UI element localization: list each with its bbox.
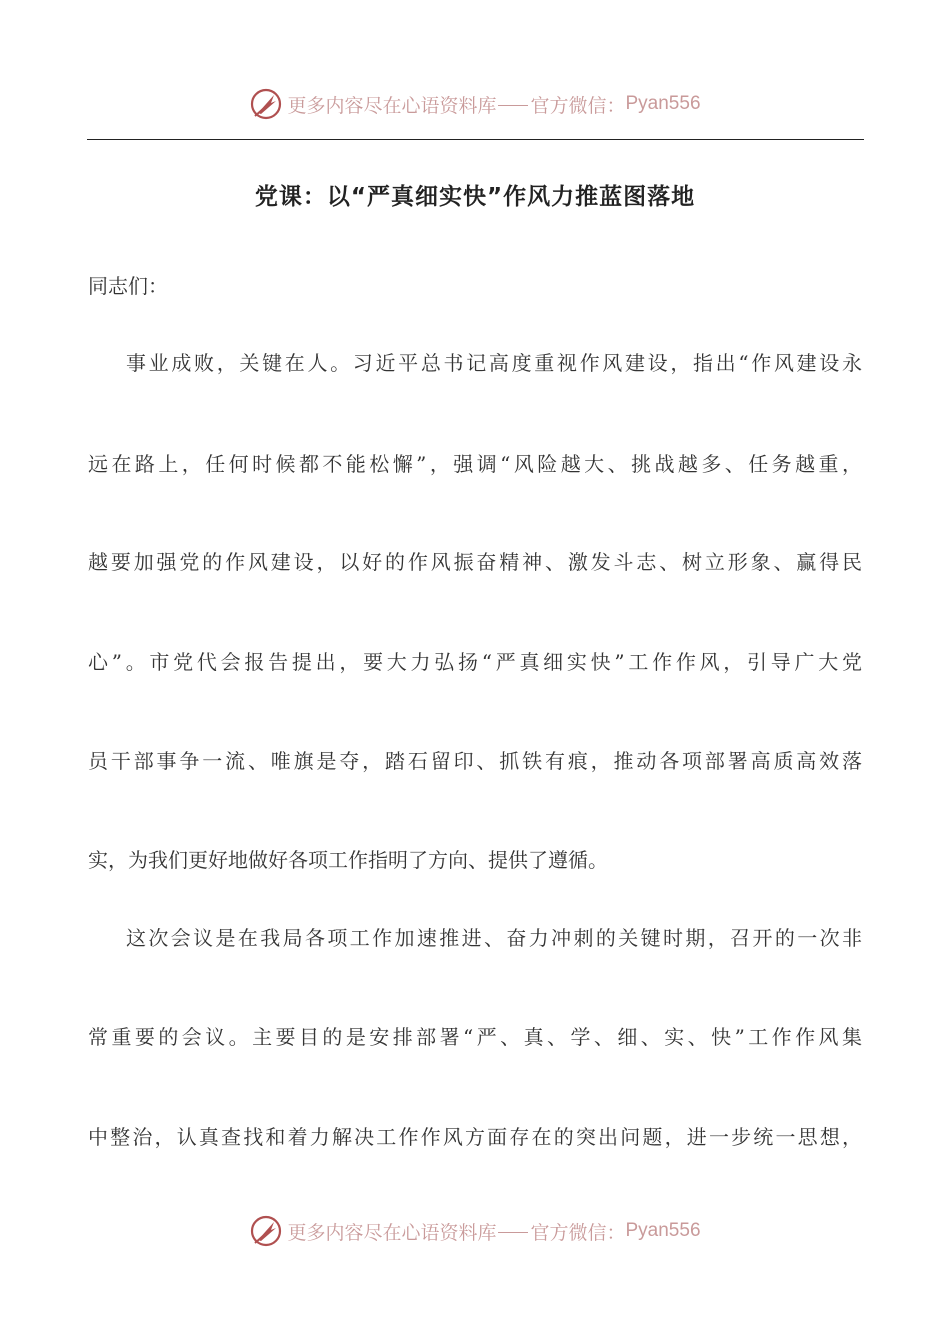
header-banner (0, 84, 950, 124)
banner-label: 官方微信： (530, 1221, 626, 1244)
paragraph-line: 远在路上，任何时候都不能松懈”，强调“风险越大、挑战越多、任务越重， (88, 452, 862, 476)
banner-slogan: 更多内容尽在心语资料库 (287, 1221, 497, 1244)
banner-divider (498, 105, 528, 106)
paragraph-line: 这次会议是在我局各项工作加速推进、奋力冲刺的关键时期，召开的一次非 (126, 926, 862, 950)
banner-divider (498, 1232, 528, 1233)
paragraph-line: 常重要的会议。主要目的是安排部署“严、真、学、细、实、快”工作作风集 (88, 1025, 862, 1049)
document-title: 党课：以“严真细实快”作风力推蓝图落地 (254, 184, 696, 210)
quill-logo-icon (249, 87, 283, 121)
quill-logo-icon (249, 1214, 283, 1248)
header-rule (87, 139, 864, 140)
paragraph-line: 心”。市党代会报告提出，要大力弘扬“严真细实快”工作作风，引导广大党 (88, 650, 862, 674)
paragraph-line: 实，为我们更好地做好各项工作指明了方向、提供了遵循。 (88, 848, 608, 872)
paragraph-line: 越要加强党的作风建设，以好的作风振奋精神、激发斗志、树立形象、赢得民 (88, 550, 862, 574)
salutation: 同志们： (88, 274, 168, 298)
paragraph-line: 员干部事争一流、唯旗是夺，踏石留印、抓铁有痕，推动各项部署高质高效落 (88, 749, 862, 773)
banner-account: Pyan556 (625, 93, 701, 114)
banner-label: 官方微信： (530, 94, 626, 117)
paragraph-line: 中整治，认真查找和着力解决工作作风方面存在的突出问题，进一步统一思想， (88, 1125, 862, 1149)
footer-banner (0, 1211, 950, 1251)
paragraph-line: 事业成败，关键在人。习近平总书记高度重视作风建设，指出“作风建设永 (126, 351, 862, 375)
banner-slogan: 更多内容尽在心语资料库 (287, 94, 497, 117)
banner-account: Pyan556 (625, 1220, 701, 1241)
